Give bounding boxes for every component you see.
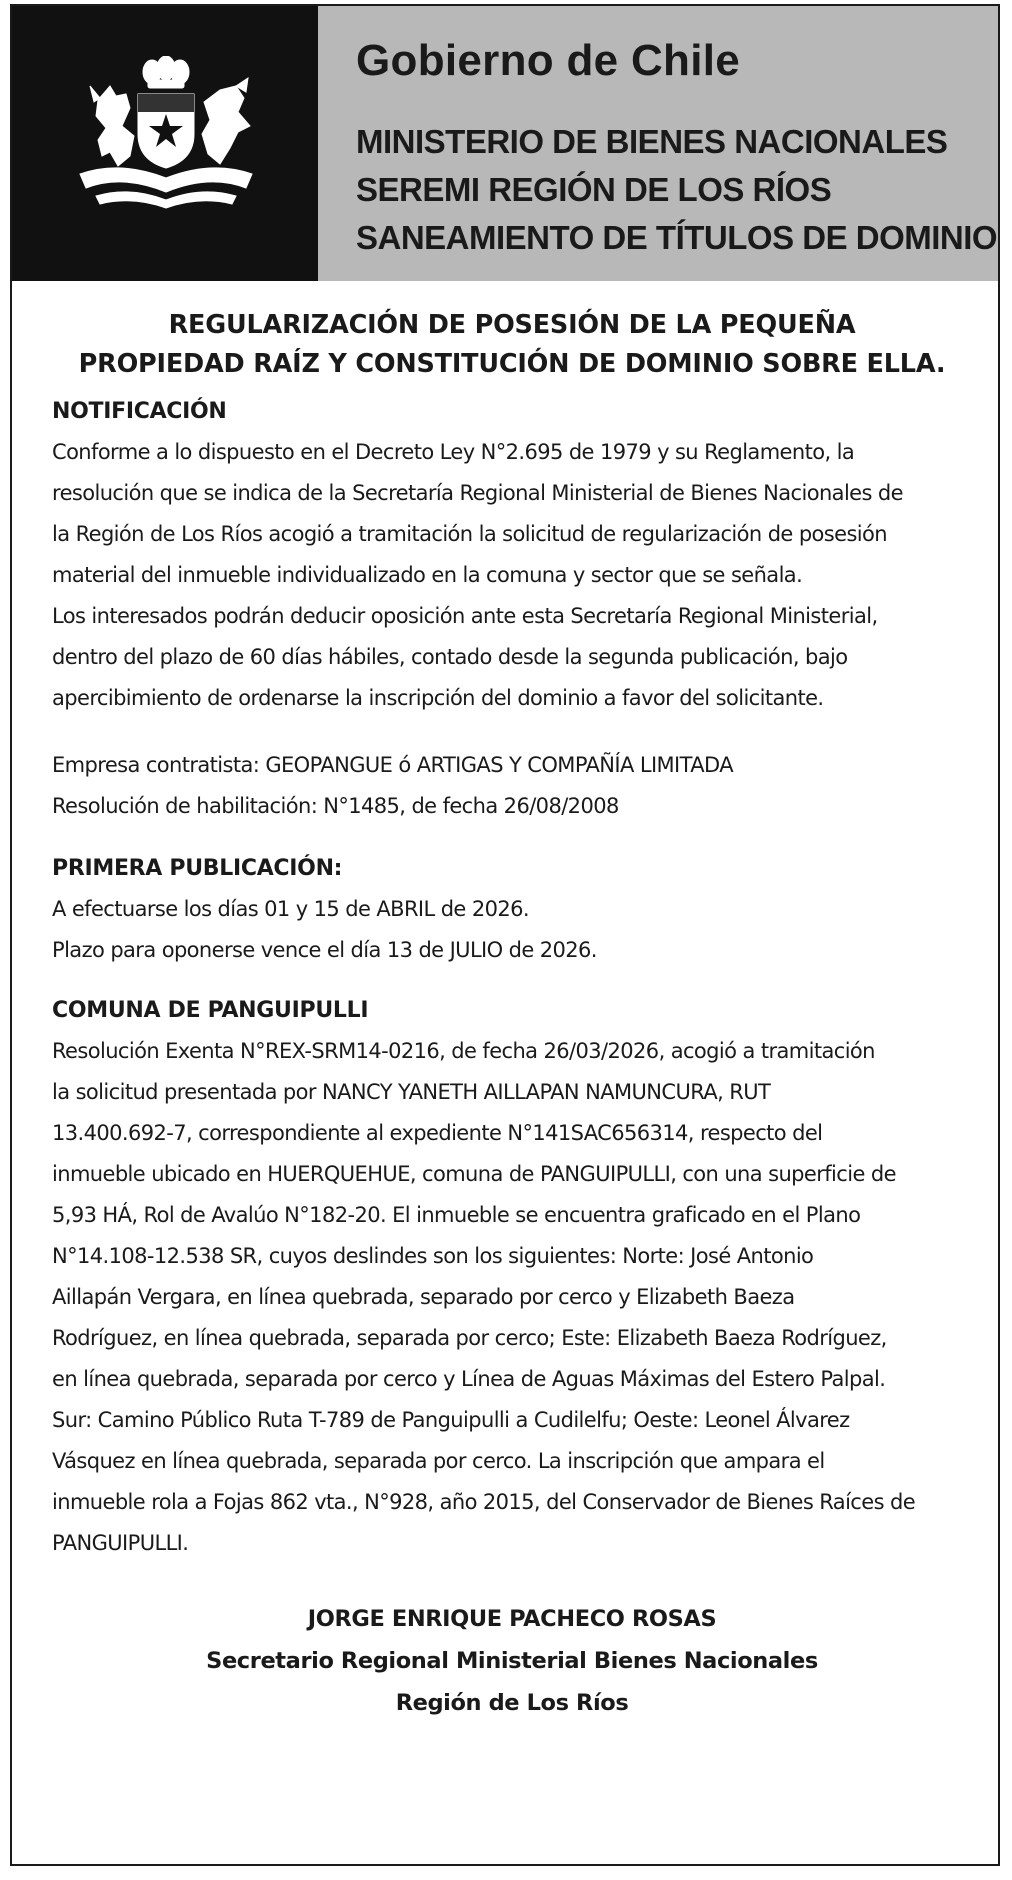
primera-publicacion-heading: PRIMERA PUBLICACIÓN: — [52, 856, 343, 881]
paragraph-line: N°14.108-12.538 SR, cuyos deslindes son los siguientes: Norte: José Antonio — [52, 1244, 814, 1268]
title-line: PROPIEDAD RAÍZ Y CONSTITUCIÓN DE DOMINIO SOBRE ELLA. — [78, 349, 946, 379]
logo-block — [12, 6, 318, 281]
notice-body — [52, 306, 972, 1724]
title-line: REGULARIZACIÓN DE POSESIÓN DE LA PEQUEÑA — [168, 310, 856, 340]
paragraph-line: Los interesados podrán deducir oposición ante esta Secretaría Regional Ministerial, — [52, 604, 878, 628]
paragraph-line: material del inmueble individualizado en la comuna y sector que se señala. — [52, 563, 803, 587]
paragraph-line: resolución que se indica de la Secretaría Regional Ministerial de Bienes Nacionales de — [52, 481, 903, 505]
notice-title — [52, 306, 972, 384]
notice-frame — [10, 4, 1000, 1866]
paragraph-line: Aillapán Vergara, en línea quebrada, separado por cerco y Elizabeth Baeza — [52, 1285, 795, 1309]
paragraph-line: Vásquez en línea quebrada, separada por cerco. La inscripción que ampara el — [52, 1449, 825, 1473]
paragraph-line: PANGUIPULLI. — [52, 1531, 189, 1555]
empresa-block — [52, 745, 972, 827]
program-line: SANEAMIENTO DE TÍTULOS DE DOMINIO — [356, 219, 998, 256]
opposition-deadline: Plazo para oponerse vence el día 13 de JULIO de 2026. — [52, 938, 597, 962]
government-title: Gobierno de Chile — [356, 36, 741, 85]
paragraph-line: la solicitud presentada por NANCY YANETH AILLAPAN NAMUNCURA, RUT — [52, 1080, 771, 1104]
paragraph-line: apercibimiento de ordenarse la inscripción del dominio a favor del solicitante. — [52, 686, 824, 710]
notificacion-heading: NOTIFICACIÓN — [52, 399, 227, 424]
header-title-block — [318, 6, 998, 281]
paragraph-line: en línea quebrada, separada por cerco y Línea de Aguas Máximas del Estero Palpal. — [52, 1367, 886, 1391]
paragraph-line: 5,93 HÁ, Rol de Avalúo N°182-20. El inmueble se encuentra graficado en el Plano — [52, 1203, 861, 1227]
coat-of-arms-logo — [60, 56, 270, 216]
ministry-block — [356, 118, 997, 262]
comuna-paragraph — [52, 1031, 972, 1564]
paragraph-line: Sur: Camino Público Ruta T-789 de Panguipulli a Cudilelfu; Oeste: Leonel Álvarez — [52, 1408, 850, 1432]
paragraph-line: Resolución Exenta N°REX-SRM14-0216, de fecha 26/03/2026, acogió a tramitación — [52, 1039, 875, 1063]
ministry-line: MINISTERIO DE BIENES NACIONALES — [356, 123, 948, 160]
paragraph-line: dentro del plazo de 60 días hábiles, contado desde la segunda publicación, bajo — [52, 645, 848, 669]
paragraph-line: Conforme a lo dispuesto en el Decreto Ley N°2.695 de 1979 y su Reglamento, la — [52, 440, 855, 464]
paragraph-line: la Región de Los Ríos acogió a tramitación la solicitud de regularización de posesión — [52, 522, 887, 546]
header — [12, 6, 998, 281]
paragraph-line: inmueble ubicado en HUERQUEHUE, comuna de PANGUIPULLI, con una superficie de — [52, 1162, 896, 1186]
seremi-line: SEREMI REGIÓN DE LOS RÍOS — [356, 171, 832, 208]
signatory-role: Secretario Regional Ministerial Bienes Nacionales — [206, 1648, 818, 1674]
signature-block — [52, 1598, 972, 1724]
comuna-heading: COMUNA DE PANGUIPULLI — [52, 998, 369, 1023]
signatory-name: JORGE ENRIQUE PACHECO ROSAS — [307, 1606, 717, 1632]
empresa-contratista: Empresa contratista: GEOPANGUE ó ARTIGAS Y COMPAÑÍA LIMITADA — [52, 753, 733, 777]
notificacion-paragraph — [52, 432, 972, 719]
paragraph-line: Rodríguez, en línea quebrada, separada por cerco; Este: Elizabeth Baeza Rodríguez, — [52, 1326, 887, 1350]
publication-dates: A efectuarse los días 01 y 15 de ABRIL de 2026. — [52, 897, 529, 921]
resolucion-habilitacion: Resolución de habilitación: N°1485, de fecha 26/08/2008 — [52, 794, 619, 818]
paragraph-line: 13.400.692-7, correspondiente al expediente N°141SAC656314, respecto del — [52, 1121, 823, 1145]
paragraph-line: inmueble rola a Fojas 862 vta., N°928, año 2015, del Conservador de Bienes Raíces de — [52, 1490, 916, 1514]
publicacion-block — [52, 889, 972, 971]
signatory-region: Región de Los Ríos — [395, 1690, 629, 1716]
